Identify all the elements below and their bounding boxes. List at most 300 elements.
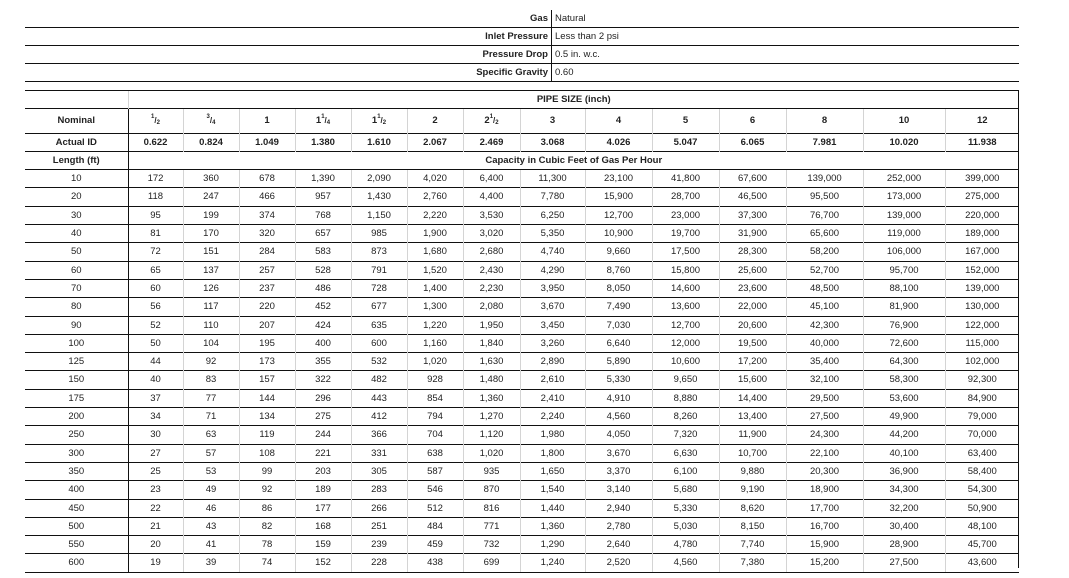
capacity-cell: 1,360 xyxy=(520,517,585,535)
capacity-cell: 732 xyxy=(463,536,520,554)
capacity-cell: 1,980 xyxy=(520,426,585,444)
capacity-cell: 28,300 xyxy=(719,243,786,261)
capacity-cell: 1,300 xyxy=(407,298,463,316)
capacity-cell: 102,000 xyxy=(945,353,1019,371)
capacity-cell: 635 xyxy=(351,316,407,334)
capacity-cell: 870 xyxy=(463,481,520,499)
capacity-cell: 9,880 xyxy=(719,462,786,480)
capacity-cell: 64,300 xyxy=(863,353,945,371)
capacity-cell: 1,290 xyxy=(520,536,585,554)
table-row xyxy=(25,426,1019,444)
capacity-cell: 99 xyxy=(239,462,295,480)
capacity-cell: 36,900 xyxy=(863,462,945,480)
length-cell: 500 xyxy=(25,517,128,535)
capacity-cell: 1,270 xyxy=(463,408,520,426)
capacity-cell: 816 xyxy=(463,499,520,517)
actual-id-cell: 0.622 xyxy=(128,133,183,151)
capacity-cell: 17,500 xyxy=(652,243,719,261)
capacity-cell: 41 xyxy=(183,536,239,554)
length-header-row xyxy=(25,151,1019,169)
parameter-value: 0.5 in. w.c. xyxy=(552,46,1020,64)
capacity-cell: 58,200 xyxy=(786,243,863,261)
length-cell: 200 xyxy=(25,408,128,426)
capacity-cell: 6,100 xyxy=(652,462,719,480)
capacity-cell: 1,630 xyxy=(463,353,520,371)
capacity-cell: 151 xyxy=(183,243,239,261)
capacity-cell: 12,700 xyxy=(585,206,652,224)
capacity-cell: 60 xyxy=(128,279,183,297)
length-cell: 80 xyxy=(25,298,128,316)
capacity-cell: 167,000 xyxy=(945,243,1019,261)
gas-pipe-sizing-table xyxy=(25,90,1019,573)
table-row xyxy=(25,389,1019,407)
capacity-cell: 3,950 xyxy=(520,279,585,297)
table-row xyxy=(25,316,1019,334)
capacity-cell: 5,330 xyxy=(585,371,652,389)
capacity-cell: 4,780 xyxy=(652,536,719,554)
capacity-cell: 438 xyxy=(407,554,463,572)
length-cell: 550 xyxy=(25,536,128,554)
capacity-cell: 704 xyxy=(407,426,463,444)
capacity-cell: 1,520 xyxy=(407,261,463,279)
table-row xyxy=(25,334,1019,352)
capacity-cell: 58,400 xyxy=(945,462,1019,480)
nominal-whole: 1 xyxy=(371,115,378,127)
capacity-cell: 24,300 xyxy=(786,426,863,444)
length-cell: 450 xyxy=(25,499,128,517)
actual-id-cell: 2.067 xyxy=(407,133,463,151)
capacity-cell: 207 xyxy=(239,316,295,334)
capacity-cell: 152,000 xyxy=(945,261,1019,279)
nominal-size-cell: $2^1/_2$ xyxy=(463,109,520,133)
actual-id-cell: 3.068 xyxy=(520,133,585,151)
capacity-cell: 1,800 xyxy=(520,444,585,462)
nominal-whole: 6 xyxy=(749,115,756,127)
capacity-cell: 771 xyxy=(463,517,520,535)
capacity-cell: 985 xyxy=(351,225,407,243)
capacity-cell: 10,600 xyxy=(652,353,719,371)
capacity-cell: 45,100 xyxy=(786,298,863,316)
pipe-size-header: PIPE SIZE (inch) xyxy=(128,91,1019,109)
parameter-value: 0.60 xyxy=(552,64,1020,82)
capacity-cell: 1,540 xyxy=(520,481,585,499)
capacity-cell: 2,520 xyxy=(585,554,652,572)
capacity-cell: 72,600 xyxy=(863,334,945,352)
capacity-cell: 22,100 xyxy=(786,444,863,462)
table-row xyxy=(25,408,1019,426)
capacity-cell: 137 xyxy=(183,261,239,279)
length-cell: 400 xyxy=(25,481,128,499)
capacity-cell: 22 xyxy=(128,499,183,517)
capacity-cell: 360 xyxy=(183,170,239,188)
capacity-cell: 1,120 xyxy=(463,426,520,444)
capacity-cell: 7,030 xyxy=(585,316,652,334)
capacity-cell: 92 xyxy=(183,353,239,371)
capacity-cell: 199 xyxy=(183,206,239,224)
capacity-cell: 459 xyxy=(407,536,463,554)
capacity-cell: 257 xyxy=(239,261,295,279)
capacity-cell: 412 xyxy=(351,408,407,426)
capacity-cell: 173 xyxy=(239,353,295,371)
nominal-size-cell xyxy=(786,109,863,133)
capacity-cell: 466 xyxy=(239,188,295,206)
length-label: Length (ft) xyxy=(25,151,128,169)
capacity-cell: 699 xyxy=(463,554,520,572)
header-spacer xyxy=(25,91,128,109)
capacity-cell: 39 xyxy=(183,554,239,572)
table-row xyxy=(25,353,1019,371)
capacity-cell: 72 xyxy=(128,243,183,261)
capacity-cell: 546 xyxy=(407,481,463,499)
capacity-cell: 67,600 xyxy=(719,170,786,188)
capacity-cell: 4,400 xyxy=(463,188,520,206)
capacity-cell: 43,600 xyxy=(945,554,1019,572)
capacity-cell: 2,240 xyxy=(520,408,585,426)
length-cell: 100 xyxy=(25,334,128,352)
capacity-cell: 5,030 xyxy=(652,517,719,535)
nominal-size-cell: $^1/_2$ xyxy=(128,109,183,133)
capacity-cell: 27,500 xyxy=(863,554,945,572)
capacity-cell: 237 xyxy=(239,279,295,297)
capacity-cell: 52 xyxy=(128,316,183,334)
capacity-cell: 92 xyxy=(239,481,295,499)
capacity-cell: 7,740 xyxy=(719,536,786,554)
capacity-cell: 8,150 xyxy=(719,517,786,535)
capacity-cell: 283 xyxy=(351,481,407,499)
nominal-whole: 2 xyxy=(432,115,438,127)
capacity-cell: 1,020 xyxy=(463,444,520,462)
parameter-label: Inlet Pressure xyxy=(25,28,552,46)
capacity-cell: 31,900 xyxy=(719,225,786,243)
capacity-cell: 3,530 xyxy=(463,206,520,224)
capacity-cell: 43 xyxy=(183,517,239,535)
capacity-cell: 189,000 xyxy=(945,225,1019,243)
capacity-cell: 189 xyxy=(295,481,351,499)
capacity-cell: 95,700 xyxy=(863,261,945,279)
table-row xyxy=(25,371,1019,389)
fraction-numerator: 1 xyxy=(489,114,494,121)
capacity-cell: 23,600 xyxy=(719,279,786,297)
capacity-cell: 52,700 xyxy=(786,261,863,279)
capacity-cell: 81 xyxy=(128,225,183,243)
capacity-cell: 678 xyxy=(239,170,295,188)
capacity-cell: 106,000 xyxy=(863,243,945,261)
capacity-cell: 37 xyxy=(128,389,183,407)
capacity-cell: 20,600 xyxy=(719,316,786,334)
table-right-border xyxy=(1018,90,1019,568)
capacity-cell: 528 xyxy=(295,261,351,279)
parameter-label: Pressure Drop xyxy=(25,46,552,64)
capacity-cell: 305 xyxy=(351,462,407,480)
length-cell: 150 xyxy=(25,371,128,389)
actual-id-cell: 1.380 xyxy=(295,133,351,151)
capacity-cell: 48,500 xyxy=(786,279,863,297)
capacity-cell: 399,000 xyxy=(945,170,1019,188)
capacity-cell: 221 xyxy=(295,444,351,462)
capacity-cell: 587 xyxy=(407,462,463,480)
capacity-cell: 76,700 xyxy=(786,206,863,224)
capacity-cell: 4,740 xyxy=(520,243,585,261)
table-row xyxy=(25,444,1019,462)
capacity-cell: 331 xyxy=(351,444,407,462)
capacity-cell: 108 xyxy=(239,444,295,462)
capacity-cell: 92,300 xyxy=(945,371,1019,389)
capacity-cell: 172 xyxy=(128,170,183,188)
capacity-cell: 84,900 xyxy=(945,389,1019,407)
actual-id-cell: 7.981 xyxy=(786,133,863,151)
capacity-cell: 5,890 xyxy=(585,353,652,371)
capacity-cell: 1,390 xyxy=(295,170,351,188)
capacity-cell: 21 xyxy=(128,517,183,535)
capacity-cell: 957 xyxy=(295,188,351,206)
nominal-label: Nominal xyxy=(25,109,128,133)
capacity-cell: 252,000 xyxy=(863,170,945,188)
nominal-whole: 4 xyxy=(615,115,622,127)
fraction-numerator: 1 xyxy=(321,114,325,121)
capacity-cell: 6,250 xyxy=(520,206,585,224)
capacity-cell: 400 xyxy=(295,334,351,352)
capacity-cell: 54,300 xyxy=(945,481,1019,499)
capacity-cell: 10,700 xyxy=(719,444,786,462)
capacity-cell: 18,900 xyxy=(786,481,863,499)
nominal-size-cell: $1^1/_4$ xyxy=(295,109,351,133)
capacity-cell: 1,150 xyxy=(351,206,407,224)
capacity-cell: 86 xyxy=(239,499,295,517)
capacity-cell: 9,650 xyxy=(652,371,719,389)
actual-id-cell: 11.938 xyxy=(945,133,1019,151)
table-row xyxy=(25,170,1019,188)
capacity-cell: 27 xyxy=(128,444,183,462)
capacity-cell: 15,600 xyxy=(719,371,786,389)
table-row xyxy=(25,225,1019,243)
table-row xyxy=(25,206,1019,224)
capacity-cell: 2,080 xyxy=(463,298,520,316)
parameter-row xyxy=(25,46,1019,64)
parameter-row xyxy=(25,64,1019,82)
actual-id-cell: 5.047 xyxy=(652,133,719,151)
capacity-cell: 13,400 xyxy=(719,408,786,426)
capacity-cell: 5,680 xyxy=(652,481,719,499)
nominal-size-cell: $^3/_4$ xyxy=(183,109,239,133)
length-cell: 175 xyxy=(25,389,128,407)
table-row xyxy=(25,279,1019,297)
capacity-cell: 144 xyxy=(239,389,295,407)
actual-id-cell: 0.824 xyxy=(183,133,239,151)
capacity-cell: 677 xyxy=(351,298,407,316)
capacity-cell: 8,260 xyxy=(652,408,719,426)
length-cell: 600 xyxy=(25,554,128,572)
capacity-cell: 8,760 xyxy=(585,261,652,279)
capacity-cell: 296 xyxy=(295,389,351,407)
capacity-cell: 532 xyxy=(351,353,407,371)
capacity-cell: 49,900 xyxy=(863,408,945,426)
capacity-cell: 7,320 xyxy=(652,426,719,444)
capacity-cell: 45,700 xyxy=(945,536,1019,554)
parameters-table xyxy=(25,10,1019,82)
capacity-cell: 1,440 xyxy=(520,499,585,517)
capacity-cell: 203 xyxy=(295,462,351,480)
parameter-row xyxy=(25,28,1019,46)
capacity-cell: 49 xyxy=(183,481,239,499)
capacity-cell: 3,670 xyxy=(585,444,652,462)
capacity-cell: 17,200 xyxy=(719,353,786,371)
capacity-cell: 239 xyxy=(351,536,407,554)
capacity-cell: 12,700 xyxy=(652,316,719,334)
capacity-cell: 928 xyxy=(407,371,463,389)
capacity-cell: 119 xyxy=(239,426,295,444)
capacity-cell: 119,000 xyxy=(863,225,945,243)
capacity-cell: 5,350 xyxy=(520,225,585,243)
capacity-cell: 28,900 xyxy=(863,536,945,554)
capacity-cell: 9,660 xyxy=(585,243,652,261)
capacity-cell: 95 xyxy=(128,206,183,224)
capacity-cell: 37,300 xyxy=(719,206,786,224)
fraction-denominator: 2 xyxy=(156,120,160,127)
capacity-cell: 118 xyxy=(128,188,183,206)
table-row xyxy=(25,261,1019,279)
capacity-cell: 2,220 xyxy=(407,206,463,224)
actual-id-cell: 10.020 xyxy=(863,133,945,151)
capacity-cell: 482 xyxy=(351,371,407,389)
parameter-value: Less than 2 psi xyxy=(552,28,1020,46)
capacity-cell: 794 xyxy=(407,408,463,426)
capacity-cell: 2,890 xyxy=(520,353,585,371)
capacity-cell: 791 xyxy=(351,261,407,279)
capacity-cell: 1,480 xyxy=(463,371,520,389)
table-row xyxy=(25,298,1019,316)
capacity-cell: 600 xyxy=(351,334,407,352)
capacity-cell: 65 xyxy=(128,261,183,279)
capacity-cell: 12,000 xyxy=(652,334,719,352)
capacity-cell: 168 xyxy=(295,517,351,535)
capacity-cell: 768 xyxy=(295,206,351,224)
capacity-cell: 6,400 xyxy=(463,170,520,188)
length-cell: 50 xyxy=(25,243,128,261)
capacity-cell: 30 xyxy=(128,426,183,444)
table-row xyxy=(25,481,1019,499)
capacity-cell: 7,380 xyxy=(719,554,786,572)
capacity-cell: 3,670 xyxy=(520,298,585,316)
capacity-cell: 1,840 xyxy=(463,334,520,352)
capacity-cell: 159 xyxy=(295,536,351,554)
capacity-cell: 6,630 xyxy=(652,444,719,462)
capacity-cell: 638 xyxy=(407,444,463,462)
capacity-cell: 50 xyxy=(128,334,183,352)
capacity-cell: 1,360 xyxy=(463,389,520,407)
capacity-cell: 48,100 xyxy=(945,517,1019,535)
capacity-cell: 40 xyxy=(128,371,183,389)
capacity-cell: 11,900 xyxy=(719,426,786,444)
capacity-cell: 2,760 xyxy=(407,188,463,206)
capacity-cell: 53,600 xyxy=(863,389,945,407)
capacity-cell: 1,400 xyxy=(407,279,463,297)
capacity-cell: 117 xyxy=(183,298,239,316)
table-row xyxy=(25,462,1019,480)
capacity-cell: 34,300 xyxy=(863,481,945,499)
capacity-cell: 2,410 xyxy=(520,389,585,407)
capacity-cell: 15,900 xyxy=(585,188,652,206)
capacity-cell: 17,700 xyxy=(786,499,863,517)
capacity-cell: 275 xyxy=(295,408,351,426)
table-row xyxy=(25,243,1019,261)
capacity-cell: 583 xyxy=(295,243,351,261)
capacity-cell: 42,300 xyxy=(786,316,863,334)
capacity-cell: 14,600 xyxy=(652,279,719,297)
capacity-cell: 228 xyxy=(351,554,407,572)
capacity-cell: 9,190 xyxy=(719,481,786,499)
table-row xyxy=(25,536,1019,554)
actual-id-row xyxy=(25,133,1019,151)
nominal-whole: 3 xyxy=(549,115,556,127)
nominal-size-cell xyxy=(407,109,463,133)
capacity-cell: 4,290 xyxy=(520,261,585,279)
capacity-cell: 139,000 xyxy=(863,206,945,224)
capacity-cell: 1,020 xyxy=(407,353,463,371)
capacity-cell: 2,090 xyxy=(351,170,407,188)
nominal-size-cell: $1^1/_2$ xyxy=(351,109,407,133)
actual-id-cell: 2.469 xyxy=(463,133,520,151)
capacity-cell: 104 xyxy=(183,334,239,352)
capacity-cell: 15,800 xyxy=(652,261,719,279)
capacity-cell: 35,400 xyxy=(786,353,863,371)
capacity-cell: 134 xyxy=(239,408,295,426)
capacity-cell: 27,500 xyxy=(786,408,863,426)
nominal-whole: 1 xyxy=(315,115,322,127)
capacity-cell: 29,500 xyxy=(786,389,863,407)
capacity-cell: 935 xyxy=(463,462,520,480)
nominal-size-cell xyxy=(520,109,585,133)
table-row xyxy=(25,517,1019,535)
capacity-cell: 74 xyxy=(239,554,295,572)
capacity-cell: 63,400 xyxy=(945,444,1019,462)
capacity-cell: 22,000 xyxy=(719,298,786,316)
length-cell: 250 xyxy=(25,426,128,444)
capacity-cell: 1,680 xyxy=(407,243,463,261)
length-cell: 350 xyxy=(25,462,128,480)
fraction-numerator: 3 xyxy=(206,114,210,121)
capacity-cell: 4,560 xyxy=(652,554,719,572)
capacity-cell: 2,610 xyxy=(520,371,585,389)
capacity-cell: 57 xyxy=(183,444,239,462)
capacity-cell: 14,400 xyxy=(719,389,786,407)
parameter-label: Gas xyxy=(25,10,552,28)
capacity-cell: 8,880 xyxy=(652,389,719,407)
capacity-cell: 25 xyxy=(128,462,183,480)
capacity-cell: 71 xyxy=(183,408,239,426)
length-cell: 30 xyxy=(25,206,128,224)
capacity-cell: 322 xyxy=(295,371,351,389)
nominal-whole: 8 xyxy=(821,115,828,127)
capacity-cell: 16,700 xyxy=(786,517,863,535)
capacity-cell: 1,650 xyxy=(520,462,585,480)
capacity-cell: 4,020 xyxy=(407,170,463,188)
capacity-cell: 56 xyxy=(128,298,183,316)
capacity-cell: 88,100 xyxy=(863,279,945,297)
capacity-cell: 244 xyxy=(295,426,351,444)
capacity-header: Capacity in Cubic Feet of Gas Per Hour xyxy=(128,151,1019,169)
capacity-cell: 76,900 xyxy=(863,316,945,334)
capacity-cell: 5,330 xyxy=(652,499,719,517)
fraction-denominator: 2 xyxy=(495,120,499,127)
length-cell: 60 xyxy=(25,261,128,279)
capacity-cell: 247 xyxy=(183,188,239,206)
parameter-value: Natural xyxy=(555,13,586,24)
nominal-whole: 10 xyxy=(898,115,910,127)
capacity-cell: 81,900 xyxy=(863,298,945,316)
capacity-cell: 486 xyxy=(295,279,351,297)
capacity-cell: 170 xyxy=(183,225,239,243)
capacity-cell: 195 xyxy=(239,334,295,352)
